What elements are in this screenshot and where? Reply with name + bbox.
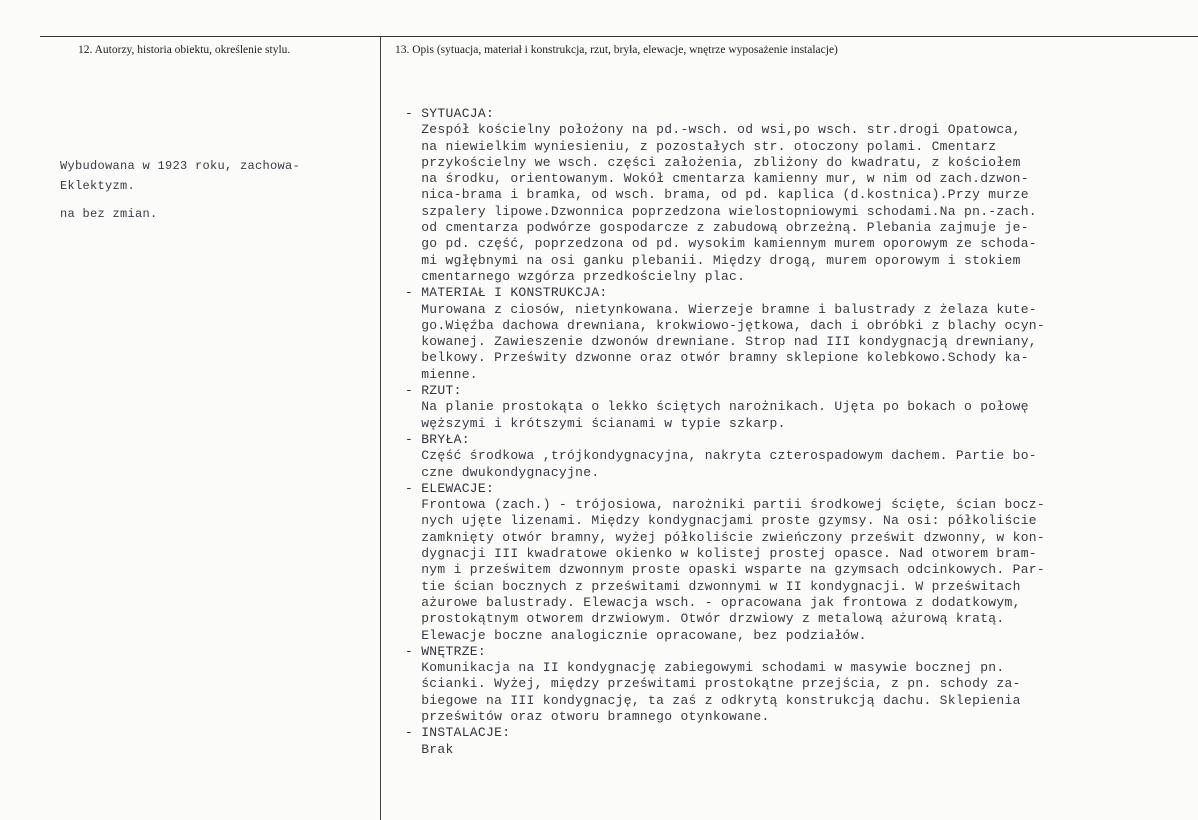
section-13-header: 13. Opis (sytuacja, materiał i konstrukcja, rzut, bryła, elewacje, wnętrze wyposażenie instalacje) <box>395 44 838 56</box>
section-line: nica-brama i bramka, od wsch. brama, od pd. kaplica (d.kostnica).Przy murze <box>405 187 1029 203</box>
section-line: węższymi i krótszymi ścianami w typie szkarp. <box>405 415 786 431</box>
column-divider <box>380 36 381 820</box>
description-section <box>405 383 1045 432</box>
section-line: prostokątnym otworem drzwiowym. Otwór drzwiowy z metalową ażurową kratą. <box>405 611 1005 627</box>
description-section <box>405 285 1045 383</box>
section-heading: - SYTUACJA: <box>405 106 495 121</box>
section-line: Brak <box>405 741 454 757</box>
header-rule <box>40 36 1198 37</box>
description-section <box>405 432 1045 481</box>
section-heading: - WNĘTRZE: <box>405 643 487 659</box>
section-line: ażurowe balustrady. Elewacja wsch. - opracowana jak frontowa z dodatkowym, <box>405 594 1021 610</box>
section-line: biegowe na III kondygnację, ta zaś z odkrytą konstrukcją dachu. Sklepienia <box>405 692 1021 708</box>
section-heading: - MATERIAŁ I KONSTRUKCJA: <box>405 285 608 301</box>
style-text: Eklektyzm. <box>60 179 136 193</box>
section-line: nym i prześwitem dzwonnym proste opaski wsparte na gzymsach odcinkowych. Par- <box>405 562 1045 578</box>
section-line: tie ścian bocznych z prześwitami dzwonnymi w II kondygnacji. W prześwitach <box>405 578 1021 594</box>
description-body <box>405 106 1045 758</box>
section-line: Część środkowa ,trójkondygnacyjna, nakryta czterospadowym dachem. Partie bo- <box>405 448 1037 464</box>
section-line: szpalery lipowe.Dzwonnica poprzedzona wielostopniowymi schodami.Na pn.-zach. <box>405 203 1037 219</box>
section-heading: - BRYŁA: <box>405 431 470 447</box>
description-section <box>405 106 1045 285</box>
section-line: nych ujęte lizenami. Między kondygnacjami proste gzymsy. Na osi: półkoliście <box>405 513 1037 529</box>
section-line: przykościelny we wsch. części założenia, zbliżony do kwadratu, z kościołem <box>405 154 1021 170</box>
section-line: Zespół kościelny położony na pd.-wsch. od wsi,po wsch. str.drogi Opatowca, <box>405 122 1021 138</box>
history-line: na bez zmian. <box>60 207 158 221</box>
section-line: go.Więźba dachowa drewniana, krokwiowo-jętkowa, dach i obróbki z blachy ocyn- <box>405 317 1045 333</box>
section-line: zamknięty otwór bramny, wyżej półkoliście zwieńczony prześwit dzwonny, w kon- <box>405 529 1045 545</box>
section-line: Frontowa (zach.) - trójosiowa, narożniki partii środkowej ścięte, ścian bocz- <box>405 497 1045 513</box>
section-line: mienne. <box>405 366 478 382</box>
history-line: Wybudowana w 1923 roku, zachowa- <box>60 159 301 173</box>
section-line: Komunikacja na II kondygnację zabiegowymi schodami w masywie bocznej pn. <box>405 660 1005 676</box>
section-line: Murowana z ciosów, nietynkowana. Wierzeje bramne i balustrady z żelaza kute- <box>405 301 1037 317</box>
section-heading: - INSTALACJE: <box>405 725 511 741</box>
description-section <box>405 644 1045 725</box>
description-section <box>405 725 1045 758</box>
section-line: Na planie prostokąta o lekko ściętych narożnikach. Ujęta po bokach o połowę <box>405 399 1029 415</box>
section-12-header: 12. Autorzy, historia obiektu, określenie stylu. <box>78 44 291 56</box>
section-heading: - RZUT: <box>405 383 462 399</box>
section-line: dygnacji III kwadratowe okienko w kolistej prostej opasce. Nad otworem bram- <box>405 546 1037 562</box>
section-line: kowanej. Zawieszenie dzwonów drewniane. Strop nad III kondygnacją drewniany, <box>405 334 1037 350</box>
section-line: czne dwukondygnacyjne. <box>405 464 600 480</box>
section-line: ścianki. Wyżej, między prześwitami prostokątne przejścia, z pn. schody za- <box>405 676 1021 692</box>
section-line: od cmentarza podwórze gospodarcze z zabudową obrzeżną. Plebania zajmuje je- <box>405 220 1029 236</box>
section-line: go pd. część, poprzedzona od pd. wysokim kamiennym murem oporowym ze schoda- <box>405 236 1037 252</box>
section-line: mi wgłębnymi na osi ganku plebanii. Między drogą, murem oporowym i stokiem <box>405 252 1021 268</box>
section-line: Elewacje boczne analogicznie opracowane, bez podziałów. <box>405 627 867 643</box>
section-heading: - ELEWACJE: <box>405 480 495 496</box>
section-line: belkowy. Prześwity dzwonne oraz otwór bramny sklepione kolebkowo.Schody ka- <box>405 350 1029 366</box>
section-line: prześwitów oraz otworu bramnego otynkowane. <box>405 708 770 724</box>
section-line: na środku, orientowanym. Wokół cmentarza kamienny mur, w nim od zach.dzwon- <box>405 171 1029 187</box>
section-line: cmentarnego wzgórza przedkościelny plac. <box>405 268 746 284</box>
description-section <box>405 481 1045 644</box>
section-line: na niewielkim wyniesieniu, z pozostałych str. otoczony polami. Cmentarz <box>405 138 997 154</box>
